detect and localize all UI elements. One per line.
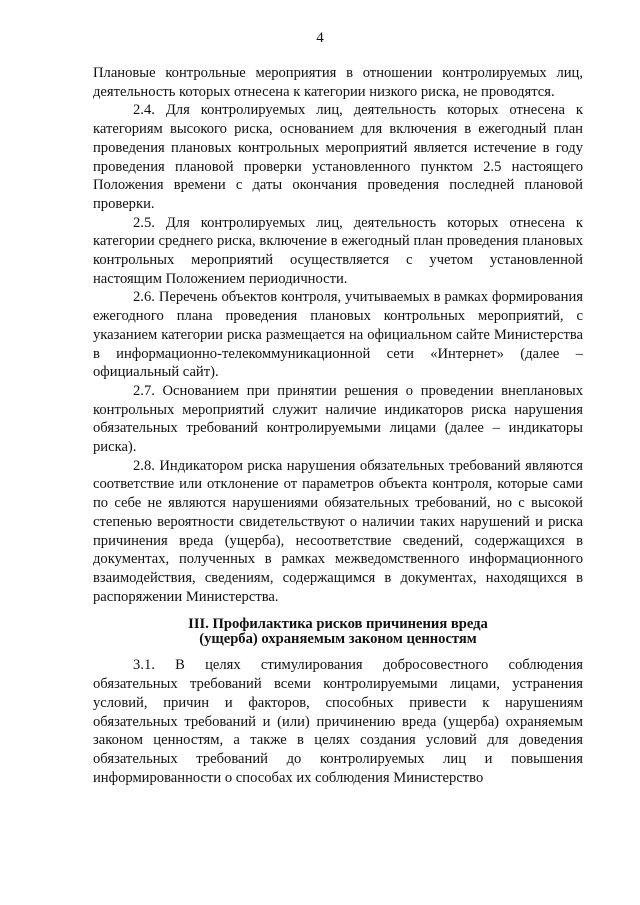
section-heading-line-2: (ущерба) охраняемым законом ценностям bbox=[199, 631, 477, 648]
document-body bbox=[93, 64, 583, 787]
paragraph-3-1: 3.1. В целях стимулирования добросовестного соблюдения обязательных требований всеми контролируемыми лицами, устранения условий, причин и факторов, способных привести к нарушениям обязательных требований и (или) причинению вреда (ущерба) охраняемым законом ценностям, а также в целях создания условий для доведения обязательных требований до контролируемых лиц и повышения информированности о способах их соблюдения Министерство bbox=[93, 657, 583, 786]
paragraph-continuation: Плановые контрольные мероприятия в отношении контролируемых лиц, деятельность которых отнесена к категории низкого риска, не проводятся. bbox=[93, 65, 583, 100]
section-heading bbox=[93, 617, 583, 647]
paragraph-2-6: 2.6. Перечень объектов контроля, учитываемых в рамках формирования ежегодного плана проведения плановых контрольных мероприятий, с указанием категории риска размещается на официальном сайте Министерства в информационно-телекоммуникационной сети «Интернет» (далее – официальный сайт). bbox=[93, 289, 583, 381]
page-number: 4 bbox=[316, 30, 324, 46]
paragraph-2-7: 2.7. Основанием при принятии решения о проведении внеплановых контрольных мероприятий служит наличие индикаторов риска нарушения обязательных требований контролируемыми лицами (далее – индикаторы риска). bbox=[93, 382, 583, 456]
paragraph-2-8: 2.8. Индикатором риска нарушения обязательных требований являются соответствие или отклонение от параметров объекта контроля, которые сами по себе не являются нарушениями обязательных требований, но с высокой степенью вероятности свидетельствуют о наличии таких нарушений и риска причинения вреда (ущерба), несоответствие сведений, содержащихся в документах, полученных в рамках межведомственного информационного взаимодействия, сведениям, содержащимся в документах, находящихся в распоряжении Министерства. bbox=[93, 457, 583, 605]
paragraph-2-5: 2.5. Для контролируемых лиц, деятельность которых отнесена к категории среднего риска, включение в ежегодный план проведения плановых контрольных мероприятий осуществляется с учетом установленной настоящим Положением периодичности. bbox=[93, 214, 583, 287]
section-heading-line-1: III. Профилактика рисков причинения вреда bbox=[188, 616, 488, 633]
paragraph-2-4: 2.4. Для контролируемых лиц, деятельность которых отнесена к категориям высокого риска, основанием для включения в ежегодный план проведения плановых контрольных мероприятий является истечение в году проведения плановой проверки установленного пунктом 2.5 настоящего Положения времени с даты окончания проведения последней плановой проверки. bbox=[93, 102, 583, 212]
